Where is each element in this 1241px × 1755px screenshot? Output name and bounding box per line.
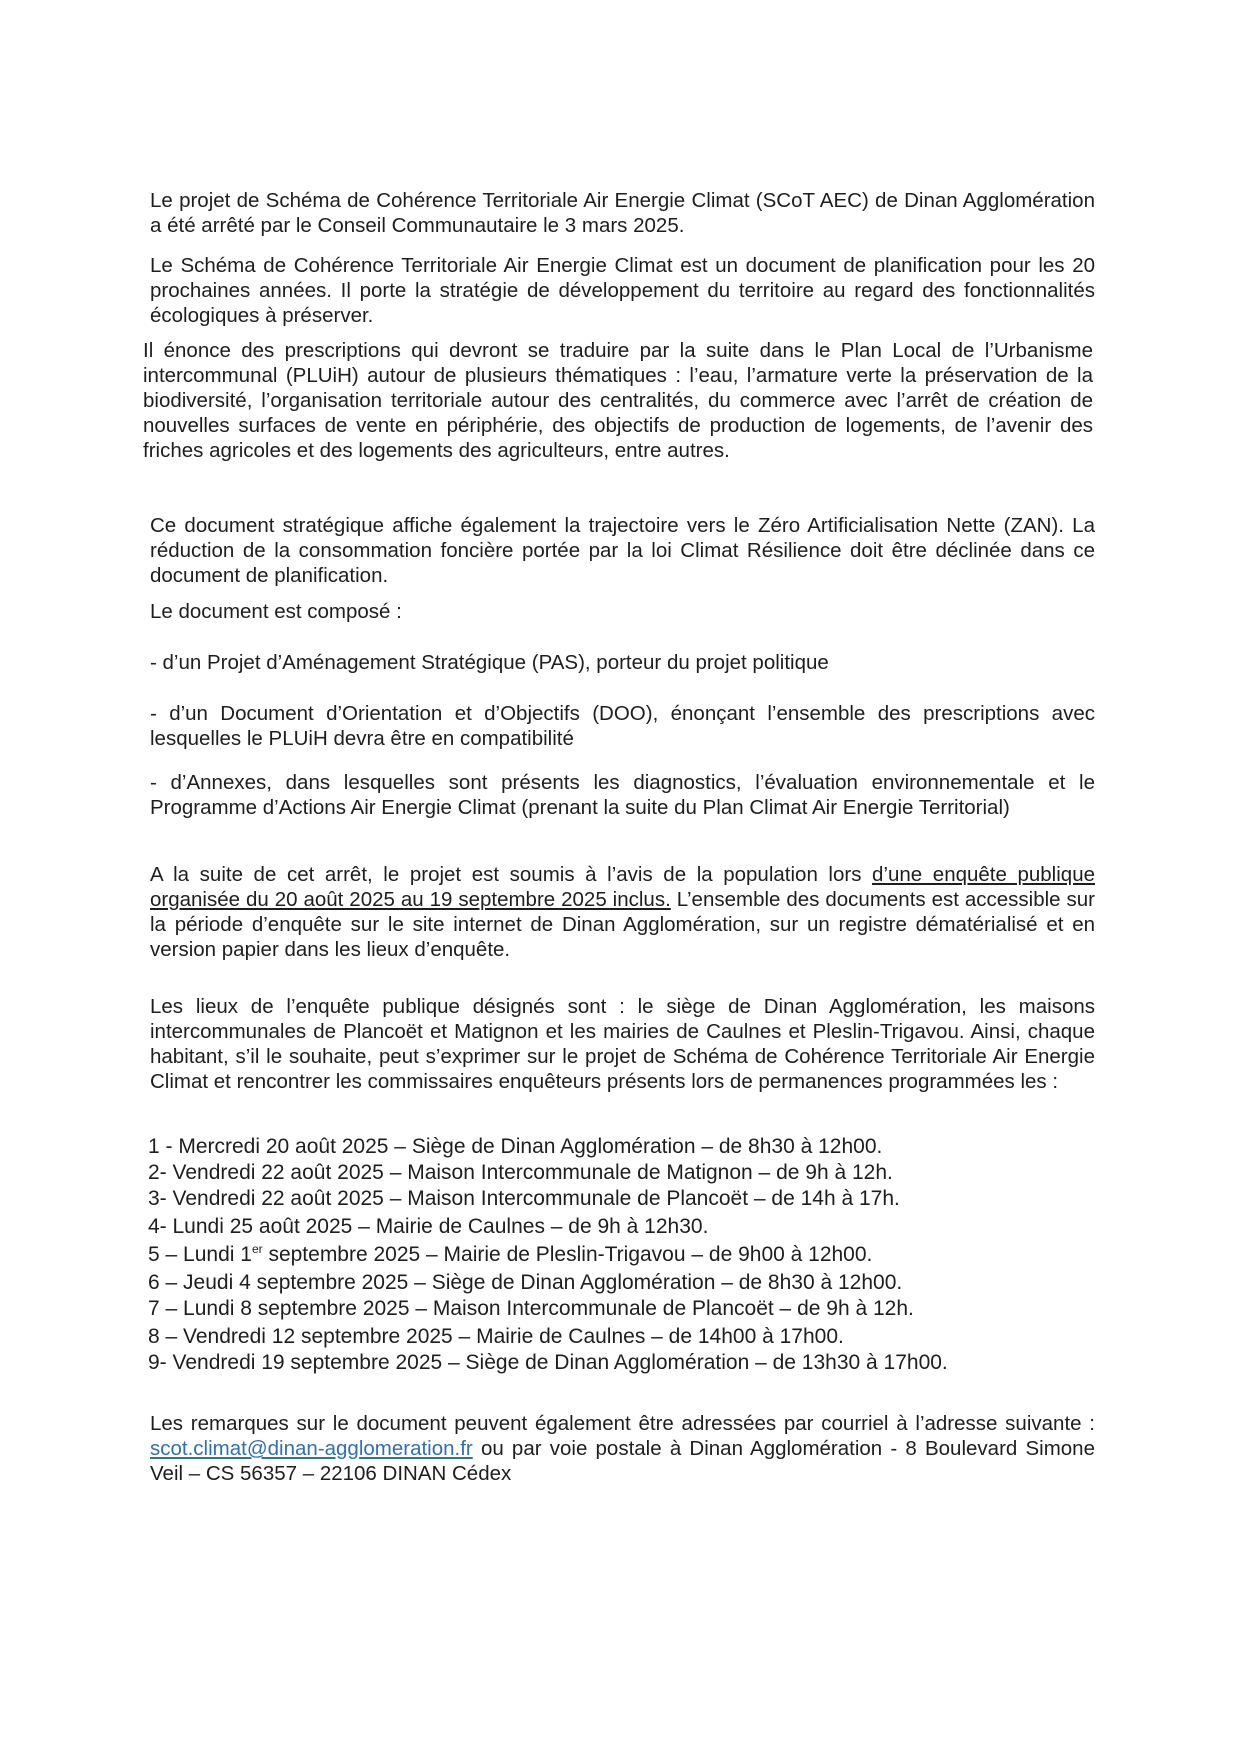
- email-link[interactable]: scot.climat@dinan-agglomeration.fr: [150, 1437, 473, 1460]
- contact-text-a: Les remarques sur le document peuvent également être adressées par courriel à l’adresse suivante :: [150, 1412, 1095, 1435]
- bullet-annexes: - d’Annexes, dans lesquelles sont présents les diagnostics, l’évaluation environnementale et le Programme d’Actions Air Energie Climat (prenant la suite du Plan Climat Air Energie Territorial): [150, 771, 1095, 819]
- permanences-list: [148, 1134, 948, 1376]
- permanence-item: 3- Vendredi 22 août 2025 – Maison Intercommunale de Plancoët – de 14h à 17h.: [148, 1187, 900, 1210]
- paragraph-definition: Le Schéma de Cohérence Territoriale Air Energie Climat est un document de planification pour les 20 prochaines années. Il porte la stratégie de développement du territoire au regard des fonctionnalités écologiques à préserver.: [150, 254, 1095, 327]
- bullet-pas: - d’un Projet d’Aménagement Stratégique (PAS), porteur du projet politique: [150, 651, 829, 674]
- paragraph-zan: Ce document stratégique affiche également la trajectoire vers le Zéro Artificialisation Nette (ZAN). La réduction de la consommation foncière portée par la loi Climat Résilience doit être déclinée dans ce document de planification.: [150, 514, 1095, 587]
- enquete-text-b: L’ensemble des documents est accessible sur la période d’enquête sur le site internet de Dinan Agglomération, sur un registre dématérialisé et en version papier dans les lieux d’enquête.: [150, 888, 1095, 961]
- permanence-item: 8 – Vendredi 12 septembre 2025 – Mairie de Caulnes – de 14h00 à 17h00.: [148, 1325, 844, 1348]
- ordinal-superscript: er: [251, 1242, 263, 1256]
- paragraph-contact: [150, 1411, 1095, 1486]
- permanence-item: 4- Lundi 25 août 2025 – Mairie de Caulnes – de 9h à 12h30.: [148, 1215, 709, 1238]
- paragraph-enquete: [150, 862, 1095, 962]
- permanence-item: 9- Vendredi 19 septembre 2025 – Siège de Dinan Agglomération – de 13h30 à 17h00.: [148, 1351, 948, 1374]
- paragraph-prescriptions: Il énonce des prescriptions qui devront se traduire par la suite dans le Plan Local de l’Urbanisme intercommunal (PLUiH) autour de plusieurs thématiques : l’eau, l’armature verte la préservation de la biodiversité, l’organisation territoriale autour des centralités, du commerce avec l’arrêt de création de nouvelles surfaces de vente en périphérie, des objectifs de production de logements, de l’avenir des friches agricoles et des logements des agriculteurs, entre autres.: [143, 339, 1093, 462]
- permanence-item: 6 – Jeudi 4 septembre 2025 – Siège de Dinan Agglomération – de 8h30 à 12h00.: [148, 1271, 903, 1294]
- paragraph-composition-intro: Le document est composé :: [150, 600, 402, 623]
- paragraph-lieux: Les lieux de l’enquête publique désignés sont : le siège de Dinan Agglomération, les maisons intercommunales de Plancoët et Matignon et les mairies de Caulnes et Pleslin-Trigavou. Ainsi, chaque habitant, s’il le souhaite, peut s’exprimer sur le projet de Schéma de Cohérence Territoriale Air Energie Climat et rencontrer les commissaires enquêteurs présents lors de permanences programmées les :: [150, 995, 1095, 1093]
- permanence-text-a: 5 – Lundi 1: [148, 1243, 252, 1266]
- permanence-item: [148, 1242, 948, 1268]
- permanence-item: 7 – Lundi 8 septembre 2025 – Maison Intercommunale de Plancoët – de 9h à 12h.: [148, 1297, 914, 1320]
- permanence-text-b: septembre 2025 – Mairie de Pleslin-Trigavou – de 9h00 à 12h00.: [262, 1243, 873, 1266]
- bullet-doo: - d’un Document d’Orientation et d’Objectifs (DOO), énonçant l’ensemble des prescriptions avec lesquelles le PLUiH devra être en compatibilité: [150, 702, 1095, 750]
- enquete-text-a: A la suite de cet arrêt, le projet est soumis à l’avis de la population lors: [150, 863, 873, 886]
- permanence-item: 2- Vendredi 22 août 2025 – Maison Intercommunale de Matignon – de 9h à 12h.: [148, 1161, 893, 1184]
- enquete-dates-underlined: d’une enquête publique organisée du 20 août 2025 au 19 septembre 2025 inclus.: [150, 863, 1095, 911]
- permanence-item: 1 - Mercredi 20 août 2025 – Siège de Dinan Agglomération – de 8h30 à 12h00.: [148, 1135, 883, 1158]
- contact-text-b: ou par voie postale à Dinan Agglomération - 8 Boulevard Simone Veil – CS 56357 – 22106 DINAN Cédex: [150, 1437, 1095, 1485]
- paragraph-intro: Le projet de Schéma de Cohérence Territoriale Air Energie Climat (SCoT AEC) de Dinan Agglomération a été arrêté par le Conseil Communautaire le 3 mars 2025.: [150, 189, 1095, 237]
